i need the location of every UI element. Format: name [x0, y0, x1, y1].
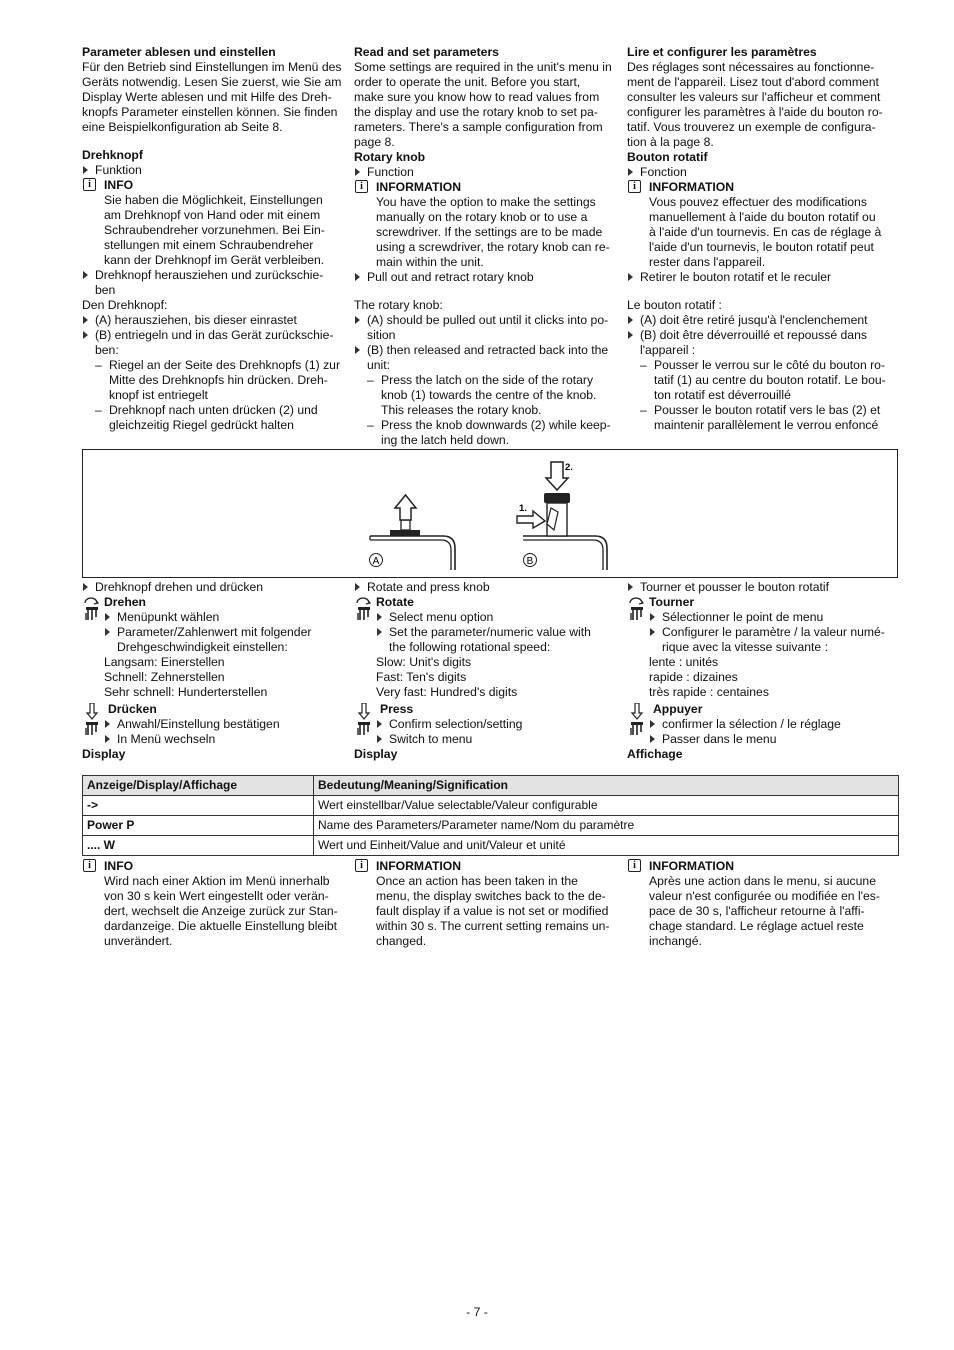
press-title: Appuyer — [653, 702, 703, 716]
info-icon: i — [355, 180, 368, 193]
step-1-label: 1. — [519, 503, 527, 514]
press-knob-icon — [627, 703, 647, 737]
text-line: Drehknopf herausziehen und zurückschie- — [95, 268, 324, 282]
text-line: tatif (1) au centre du bouton rotatif. Le bou- — [654, 373, 886, 387]
table-header-row — [83, 776, 899, 796]
rotate-item — [376, 625, 622, 655]
rotate-block — [354, 595, 622, 700]
text-line: within 30 s. The current setting remains un- — [376, 919, 610, 933]
text-line: ton rotatif est déverrouillé — [654, 388, 791, 402]
text-line: ben — [95, 283, 116, 297]
dash-item — [82, 358, 350, 403]
step-b-item — [82, 328, 350, 358]
housing-a-inner — [370, 540, 451, 570]
step-2-label: 2. — [565, 462, 573, 473]
text-line: Slow: Unit's digits — [376, 655, 472, 669]
press-item: Confirm selection/setting — [376, 717, 622, 732]
text-line: (B) doit être déverrouillé et repoussé dans — [640, 328, 867, 342]
text-line: l'aide d'un tournevis, le bouton rotatif peut — [649, 240, 874, 254]
text-line: Mitte des Drehknopfs hin drücken. Dreh- — [109, 373, 328, 387]
text-line: à l'aide d'un tournevis. En cas de réglage à — [649, 225, 882, 239]
text-line: maintenir parallèlement le verrou enfoncé — [654, 418, 879, 432]
text-line: This releases the rotary knob. — [381, 403, 542, 417]
housing-b-outline — [523, 536, 607, 570]
knob-heading: Bouton rotatif — [627, 150, 708, 164]
text-line: menu, the display switches back to the de- — [376, 889, 606, 903]
text-line: changed. — [376, 934, 427, 948]
text-line: page 8. — [354, 135, 395, 149]
rotate-block — [627, 595, 895, 700]
display-heading: Display — [82, 747, 126, 761]
text-line: Display Werte ablesen und mit Hilfe des Dreh- — [82, 90, 332, 104]
rotate-block — [82, 595, 350, 700]
text-line: chage standard. Le réglage actuel reste — [649, 919, 864, 933]
text-line: Sehr schnell: Hunderterstellen — [104, 685, 268, 699]
info-heading — [627, 180, 895, 195]
dash-item — [82, 403, 350, 433]
text-line: von 30 s kein Wert eingestellt oder verän- — [104, 889, 329, 903]
text-line: Pull out and retract rotary knob — [367, 270, 534, 284]
text-line: (A) doit être retiré jusqu'à l'enclenchement — [640, 313, 868, 327]
label-a: A — [372, 556, 380, 567]
info-icon: i — [83, 859, 96, 872]
text-line: (B) entriegeln und in das Gerät zurückschie- — [95, 328, 334, 342]
rotate-title: Rotate — [376, 595, 414, 609]
text-line: manually on the rotary knob or to use a — [376, 210, 588, 224]
rotate-knob-icon — [627, 596, 647, 622]
press-title: Drücken — [108, 702, 157, 716]
text-line: rester dans l'appareil. — [649, 255, 766, 269]
info-body — [354, 874, 622, 949]
press-block — [82, 702, 350, 747]
info-body — [82, 193, 350, 268]
rotate-press-item: Rotate and press knob — [354, 580, 622, 595]
knob-illustration — [83, 450, 897, 577]
info-heading — [627, 859, 895, 874]
table-cell: Name des Parameters/Parameter name/Nom du paramètre — [314, 816, 899, 836]
text-line: the following rotational speed: — [389, 640, 551, 654]
info-icon: i — [628, 859, 641, 872]
dash-item — [354, 418, 622, 448]
knob-label: Le bouton rotatif : — [627, 298, 722, 312]
text-line: unit: — [367, 358, 391, 372]
text-line: unverändert. — [104, 934, 173, 948]
display-heading: Display — [354, 747, 398, 761]
table-header: Bedeutung/Meaning/Signification — [314, 776, 899, 796]
table-cell: Wert einstellbar/Value selectable/Valeur configurable — [314, 796, 899, 816]
text-line: rameters. There's a sample configuration from — [354, 120, 603, 134]
rotate-item: Menüpunkt wählen — [104, 610, 350, 625]
lower-column-de — [82, 580, 350, 762]
rotate-item — [104, 625, 350, 655]
rotate-press-item: Tourner et pousser le bouton rotatif — [627, 580, 895, 595]
press-item: Anwahl/Einstellung bestätigen — [104, 717, 350, 732]
press-item: Passer dans le menu — [649, 732, 895, 747]
function-item: Fonction — [627, 165, 895, 180]
info-title: INFORMATION — [376, 180, 462, 194]
text-line: the display and use the rotary knob to set pa- — [354, 105, 598, 119]
info-body — [627, 195, 895, 270]
text-line: (A) herausziehen, bis dieser einrastet — [95, 313, 297, 327]
dash-item — [627, 403, 895, 433]
text-line: rique avec la vitesse suivante : — [662, 640, 828, 654]
info-heading — [82, 178, 350, 193]
info-icon: i — [355, 859, 368, 872]
text-line: kann der Drehknopf im Gerät verbleiben. — [104, 253, 325, 267]
text-line: Very fast: Hundred's digits — [376, 685, 518, 699]
column-de — [82, 45, 350, 433]
rotate-press-item: Drehknopf drehen und drücken — [82, 580, 350, 595]
text-line: knopf ist entriegelt — [109, 388, 208, 402]
table-row — [83, 816, 899, 836]
text-line: rapide : dizaines — [649, 670, 738, 684]
step-a-item — [627, 313, 895, 328]
text-line: pace de 30 s, l'afficheur retourne à l'affi- — [649, 904, 865, 918]
text-line: screwdriver. If the settings are to be made — [376, 225, 603, 239]
text-line: ment de l'appareil. Lisez tout d'abord comment — [627, 75, 879, 89]
column-en — [354, 45, 622, 448]
info-heading — [82, 859, 350, 874]
text-line: gleichzeitig Riegel gedrückt halten — [109, 418, 294, 432]
info-icon: i — [83, 178, 96, 191]
text-line: – Drehknopf nach unten drücken (2) und — [109, 403, 318, 417]
text-line: sition — [367, 328, 396, 342]
knob-heading: Drehknopf — [82, 148, 143, 162]
text-line: Some settings are required in the unit's menu in — [354, 60, 612, 74]
press-item: In Menü wechseln — [104, 732, 350, 747]
table-cell: Wert und Einheit/Value and unit/Valeur et unité — [314, 836, 899, 856]
text-line: fault display if a value is not set or modified — [376, 904, 609, 918]
text-line: ben: — [95, 343, 119, 357]
rotate-title: Drehen — [104, 595, 146, 609]
text-line: am Drehknopf von Hand oder mit einem — [104, 208, 321, 222]
text-line: – Press the latch on the side of the rotary — [381, 373, 594, 387]
table-row — [83, 836, 899, 856]
table-cell: -> — [83, 796, 314, 816]
press-item: Switch to menu — [376, 732, 622, 747]
pull-up-arrow-icon — [395, 495, 416, 520]
text-line: ing the latch held down. — [381, 433, 510, 447]
text-line: manuellement à l'aide du bouton rotatif ou — [649, 210, 876, 224]
text-line: dert, wechselt die Anzeige zurück zur Stan- — [104, 904, 338, 918]
text-line: Once an action has been taken in the — [376, 874, 578, 888]
text-line: Sie haben die Möglichkeit, Einstellungen — [104, 193, 323, 207]
table-cell: Power P — [83, 816, 314, 836]
text-line: You have the option to make the settings — [376, 195, 596, 209]
text-line: – Pousser le verrou sur le côté du bouton ro- — [654, 358, 886, 372]
info-heading — [354, 180, 622, 195]
text-line: stellungen mit einem Schraubendreher — [104, 238, 314, 252]
section-heading: Parameter ablesen und einstellen — [82, 45, 276, 59]
text-line: Drehgeschwindigkeit einstellen: — [117, 640, 288, 654]
press-knob-icon — [354, 703, 374, 737]
pull-retract-item — [82, 268, 350, 298]
lower-column-en — [354, 580, 622, 762]
text-line: lente : unités — [649, 655, 719, 669]
knob-a — [390, 530, 420, 536]
step-b-item — [627, 328, 895, 358]
pull-retract-item — [627, 270, 895, 285]
text-line: (B) then released and retracted back into the — [367, 343, 609, 357]
knob-label: Den Drehknopf: — [82, 298, 168, 312]
press-knob-icon — [82, 703, 102, 737]
info-body — [82, 874, 350, 949]
press-title: Press — [380, 702, 414, 716]
knob-b-cap — [544, 493, 570, 503]
page-number: - 7 - — [466, 1305, 488, 1319]
function-item: Function — [354, 165, 622, 180]
step-b-item — [354, 343, 622, 373]
rotate-knob-icon — [354, 596, 374, 622]
info-body — [627, 874, 895, 949]
dash-item — [627, 358, 895, 403]
text-line: dardanzeige. Die aktuelle Einstellung bleibt — [104, 919, 338, 933]
info-body — [354, 195, 622, 270]
section-heading: Lire et configurer les paramètres — [627, 45, 817, 59]
text-line: tatif. Vous trouverez un exemple de configura- — [627, 120, 876, 134]
text-line: très rapide : centaines — [649, 685, 769, 699]
bottom-info-de — [82, 859, 350, 949]
text-line: Schraubendreher vorzunehmen. Bei Ein- — [104, 223, 325, 237]
text-line: Wird nach einer Aktion im Menü innerhalb — [104, 874, 330, 888]
table-row — [83, 796, 899, 816]
text-line: configurer les paramètres à l'aide du bouton ro- — [627, 105, 883, 119]
display-table — [82, 775, 899, 856]
table-cell: .... W — [83, 836, 314, 856]
text-line: Set the parameter/numeric value with — [389, 625, 591, 639]
press-block — [627, 702, 895, 747]
text-line: make sure you know how to read values from — [354, 90, 600, 104]
info-title: INFO — [104, 859, 134, 873]
text-line: Fast: Ten's digits — [376, 670, 467, 684]
text-line: Configurer le paramètre / la valeur numé- — [662, 625, 885, 639]
rotate-item: Select menu option — [376, 610, 622, 625]
text-line: using a screwdriver, the rotary knob can re- — [376, 240, 610, 254]
function-item: Funktion — [82, 163, 350, 178]
info-title: INFORMATION — [376, 859, 462, 873]
section-heading: Read and set parameters — [354, 45, 499, 59]
info-title: INFO — [104, 178, 134, 192]
text-line: eine Beispielkonfiguration ab Seite 8. — [82, 120, 283, 134]
text-line: Des réglages sont nécessaires au fonctionne- — [627, 60, 875, 74]
info-title: INFORMATION — [649, 859, 735, 873]
display-heading: Affichage — [627, 747, 683, 761]
text-line: – Riegel an der Seite des Drehknopfs (1) zur — [109, 358, 341, 372]
step-a-item — [354, 313, 622, 343]
text-line: Schnell: Zehnerstellen — [104, 670, 225, 684]
text-line: main within the unit. — [376, 255, 484, 269]
press-item: confirmer la sélection / le réglage — [649, 717, 895, 732]
text-line: Für den Betrieb sind Einstellungen im Menü des — [82, 60, 342, 74]
text-line: consulter les valeurs sur l'afficheur et comment — [627, 90, 881, 104]
step-a-item — [82, 313, 350, 328]
text-line: order to operate the unit. Before you start, — [354, 75, 581, 89]
rotate-knob-icon — [82, 596, 102, 622]
text-line: – Pousser le bouton rotatif vers le bas (2) et — [654, 403, 881, 417]
dash-item — [354, 373, 622, 418]
text-line: Langsam: Einerstellen — [104, 655, 225, 669]
info-title: INFORMATION — [649, 180, 735, 194]
text-line: tion à la page 8. — [627, 135, 714, 149]
info-heading — [354, 859, 622, 874]
text-line: l'appareil : — [640, 343, 696, 357]
text-line: Vous pouvez effectuer des modifications — [649, 195, 867, 209]
rotate-title: Tourner — [649, 595, 695, 609]
label-b: B — [526, 556, 534, 567]
text-line: Parameter/Zahlenwert mit folgender — [117, 625, 312, 639]
bottom-info-fr — [627, 859, 895, 949]
press-block — [354, 702, 622, 747]
rotary-knob-figure — [82, 449, 898, 578]
knob-heading: Rotary knob — [354, 150, 426, 164]
text-line: knob (1) towards the centre of the knob. — [381, 388, 597, 402]
housing-a-outline — [370, 536, 455, 570]
text-line: (A) should be pulled out until it clicks into po- — [367, 313, 609, 327]
rotate-item: Sélectionner le point de menu — [649, 610, 895, 625]
table-header: Anzeige/Display/Affichage — [83, 776, 314, 796]
info-icon: i — [628, 180, 641, 193]
text-line: Geräts notwendig. Lesen Sie zuerst, wie Sie am — [82, 75, 342, 89]
text-line: valeur n'est configurée ou modifiée en l'es- — [649, 889, 880, 903]
text-line: knopfs Parameter einstellen können. Sie finden — [82, 105, 338, 119]
column-fr — [627, 45, 895, 433]
text-line: Retirer le bouton rotatif et le reculer — [640, 270, 832, 284]
knob-label: The rotary knob: — [354, 298, 443, 312]
bottom-info-en — [354, 859, 622, 949]
lower-column-fr — [627, 580, 895, 762]
text-line: Après une action dans le menu, si aucune — [649, 874, 876, 888]
text-line: inchangé. — [649, 934, 702, 948]
pull-retract-item — [354, 270, 622, 285]
rotate-item — [649, 625, 895, 655]
text-line: – Press the knob downwards (2) while keep- — [381, 418, 611, 432]
